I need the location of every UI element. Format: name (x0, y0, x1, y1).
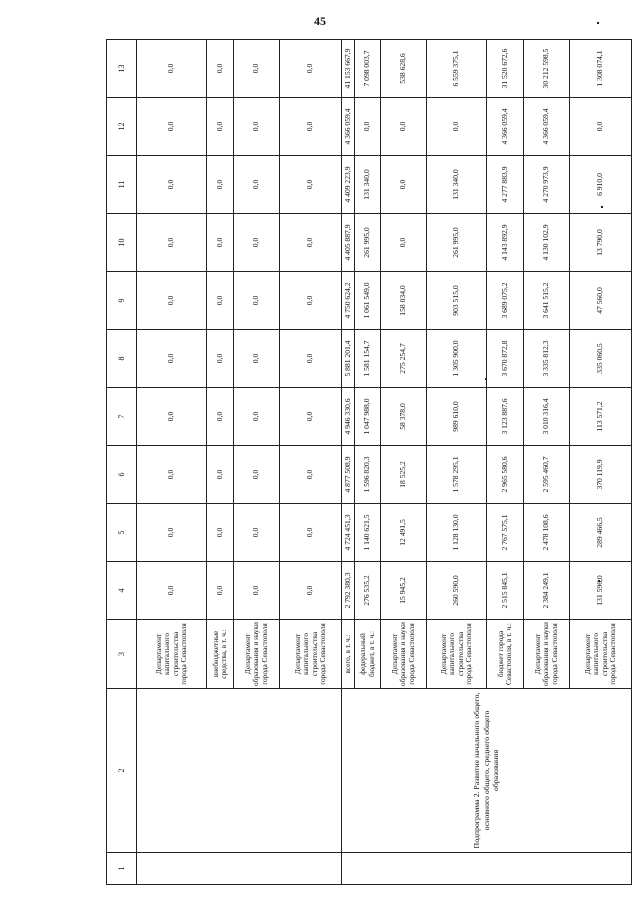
funding-source: бюджет города Севастополя, в т. ч.: (487, 620, 524, 689)
amount-cell: 6 559 375,1 (427, 40, 487, 98)
amount-cell: 6 910,0 (570, 156, 632, 214)
amount-cell: 0,0 (381, 214, 427, 272)
amount-cell: 2 767 575,1 (487, 504, 524, 562)
amount-cell: 30 212 598,5 (524, 40, 570, 98)
amount-cell: 0,0 (280, 40, 342, 98)
amount-cell: 4 405 887,9 (342, 214, 355, 272)
column-header: 2 (107, 689, 137, 853)
amount-cell: 0,0 (137, 330, 207, 388)
amount-cell: 370 119,9 (570, 446, 632, 504)
amount-cell: 2 965 580,6 (487, 446, 524, 504)
funding-source: Департамент капитального строительства города Севастополя (280, 620, 342, 689)
funding-source: Департамент образования и науки города Севастополя (234, 620, 280, 689)
amount-cell: 31 520 672,6 (487, 40, 524, 98)
amount-cell: 2 478 108,6 (524, 504, 570, 562)
amount-cell: 4 724 451,3 (342, 504, 355, 562)
amount-cell: 0,0 (207, 504, 234, 562)
table-row (342, 40, 355, 885)
amount-cell: 0,0 (137, 446, 207, 504)
amount-cell: 4 366 059,4 (487, 98, 524, 156)
amount-cell: 0,0 (137, 388, 207, 446)
amount-cell: 4 130 102,9 (524, 214, 570, 272)
page-number: 45 (314, 14, 326, 28)
table-row (137, 40, 207, 885)
column-header: 5 (107, 504, 137, 562)
amount-cell: 0,0 (280, 388, 342, 446)
amount-cell: 4 270 973,9 (524, 156, 570, 214)
amount-cell: 131 340,0 (427, 156, 487, 214)
amount-cell: 538 628,6 (381, 40, 427, 98)
amount-cell: 1 047 988,0 (355, 388, 381, 446)
amount-cell: 3 670 872,8 (487, 330, 524, 388)
amount-cell: 4 877 508,9 (342, 446, 355, 504)
amount-cell: 2 384 249,1 (524, 562, 570, 620)
amount-cell: 0,0 (280, 330, 342, 388)
funding-source: Департамент образования и науки города Севастополя (381, 620, 427, 689)
empty-cell (137, 689, 342, 853)
amount-cell: 0,0 (234, 504, 280, 562)
amount-cell: 0,0 (137, 214, 207, 272)
amount-cell: 58 378,0 (381, 388, 427, 446)
amount-cell: 4 409 223,9 (342, 156, 355, 214)
amount-cell: 3 335 812,3 (524, 330, 570, 388)
amount-cell: 7 098 003,7 (355, 40, 381, 98)
column-header: 7 (107, 388, 137, 446)
amount-cell: 131 340,0 (355, 156, 381, 214)
column-header: 4 (107, 562, 137, 620)
amount-cell: 47 560,0 (570, 272, 632, 330)
amount-cell: 2 792 380,3 (342, 562, 355, 620)
amount-cell: 0,0 (234, 214, 280, 272)
amount-cell: 260 590,0 (427, 562, 487, 620)
column-header: 12 (107, 98, 137, 156)
amount-cell: 13 790,0 (570, 214, 632, 272)
budget-table (106, 39, 632, 885)
amount-cell: 0,0 (137, 272, 207, 330)
amount-cell: 0,0 (381, 98, 427, 156)
amount-cell: 0,0 (280, 98, 342, 156)
column-number-row (107, 40, 137, 885)
column-header: 13 (107, 40, 137, 98)
amount-cell: 276 535,2 (355, 562, 381, 620)
amount-cell: 1 581 154,7 (355, 330, 381, 388)
amount-cell: 1 308 074,1 (570, 40, 632, 98)
amount-cell: 158 034,0 (381, 272, 427, 330)
amount-cell: 0,0 (137, 156, 207, 214)
amount-cell: 3 641 515,2 (524, 272, 570, 330)
amount-cell: 0,0 (427, 98, 487, 156)
column-header: 1 (107, 853, 137, 885)
funding-source: внебюджетные средства, в т. ч.: (207, 620, 234, 689)
amount-cell: 0,0 (137, 40, 207, 98)
column-header: 11 (107, 156, 137, 214)
amount-cell: 0,0 (207, 562, 234, 620)
amount-cell: 4 366 059,4 (524, 98, 570, 156)
amount-cell: 0,0 (207, 388, 234, 446)
amount-cell: 4 366 059,4 (342, 98, 355, 156)
amount-cell: 5 881 201,4 (342, 330, 355, 388)
amount-cell: 0,0 (280, 272, 342, 330)
amount-cell: 1 061 549,0 (355, 272, 381, 330)
amount-cell: 0,0 (234, 40, 280, 98)
amount-cell: 0,0 (280, 214, 342, 272)
rotated-page-content (106, 40, 617, 885)
amount-cell: 0,0 (137, 98, 207, 156)
amount-cell: 0,0 (355, 98, 381, 156)
funding-source: федеральный бюджет, в т. ч.: (355, 620, 381, 689)
amount-cell: 1 140 621,5 (355, 504, 381, 562)
amount-cell: 0,0 (207, 156, 234, 214)
column-header: 10 (107, 214, 137, 272)
amount-cell: 0,0 (207, 214, 234, 272)
amount-cell: 113 571,2 (570, 388, 632, 446)
amount-cell: 0,0 (280, 446, 342, 504)
amount-cell: 335 060,5 (570, 330, 632, 388)
amount-cell: 18 525,2 (381, 446, 427, 504)
amount-cell: 4 750 624,2 (342, 272, 355, 330)
amount-cell: 2 515 845,1 (487, 562, 524, 620)
amount-cell: 0,0 (234, 446, 280, 504)
amount-cell: 1 128 130,0 (427, 504, 487, 562)
scan-speck (597, 22, 599, 24)
amount-cell: 0,0 (234, 330, 280, 388)
funding-source: Департамент капитального строительства города Севастополя (427, 620, 487, 689)
amount-cell: 0,0 (280, 562, 342, 620)
amount-cell: 0,0 (280, 504, 342, 562)
amount-cell: 0,0 (234, 388, 280, 446)
amount-cell: 2 595 460,7 (524, 446, 570, 504)
amount-cell: 0,0 (137, 562, 207, 620)
amount-cell: 3 010 316,4 (524, 388, 570, 446)
amount-cell: 989 610,0 (427, 388, 487, 446)
amount-cell: 0,0 (207, 98, 234, 156)
amount-cell: 261 995,0 (427, 214, 487, 272)
amount-cell: 0,0 (137, 504, 207, 562)
amount-cell: 12 491,5 (381, 504, 427, 562)
amount-cell: 4 277 883,9 (487, 156, 524, 214)
funding-source: всего, в т. ч.: (342, 620, 355, 689)
amount-cell: 0,0 (234, 272, 280, 330)
column-header: 6 (107, 446, 137, 504)
amount-cell: 0,0 (570, 98, 632, 156)
amount-cell: 261 995,0 (355, 214, 381, 272)
amount-cell: 0,0 (280, 156, 342, 214)
amount-cell: 0,0 (381, 156, 427, 214)
amount-cell: 1 305 900,0 (427, 330, 487, 388)
amount-cell: 0,0 (207, 40, 234, 98)
funding-source: Департамент капитального строительства города Севастополя (570, 620, 632, 689)
funding-source: Департамент образования и науки города Севастополя (524, 620, 570, 689)
amount-cell: 0,0 (234, 156, 280, 214)
amount-cell: 131 596,0 (570, 562, 632, 620)
amount-cell: 15 945,2 (381, 562, 427, 620)
amount-cell: 4 946 330,6 (342, 388, 355, 446)
subprogram-label: Подпрограмма 2. Развитие начального общего, основного общего, среднего общего образования (342, 689, 632, 853)
amount-cell: 3 689 075,2 (487, 272, 524, 330)
amount-cell: 3 123 887,6 (487, 388, 524, 446)
amount-cell: 275 254,7 (381, 330, 427, 388)
column-header: 9 (107, 272, 137, 330)
column-header: 8 (107, 330, 137, 388)
amount-cell: 0,0 (234, 562, 280, 620)
column-header: 3 (107, 620, 137, 689)
amount-cell: 1 578 295,1 (427, 446, 487, 504)
amount-cell: 903 515,0 (427, 272, 487, 330)
amount-cell: 0,0 (207, 446, 234, 504)
amount-cell: 289 466,5 (570, 504, 632, 562)
amount-cell: 4 143 892,9 (487, 214, 524, 272)
amount-cell: 0,0 (207, 330, 234, 388)
empty-cell (342, 853, 632, 885)
funding-source: Департамент капитального строительства города Севастополя (137, 620, 207, 689)
amount-cell: 0,0 (207, 272, 234, 330)
amount-cell: 1 596 820,3 (355, 446, 381, 504)
empty-cell (137, 853, 342, 885)
amount-cell: 41 153 667,9 (342, 40, 355, 98)
amount-cell: 0,0 (234, 98, 280, 156)
